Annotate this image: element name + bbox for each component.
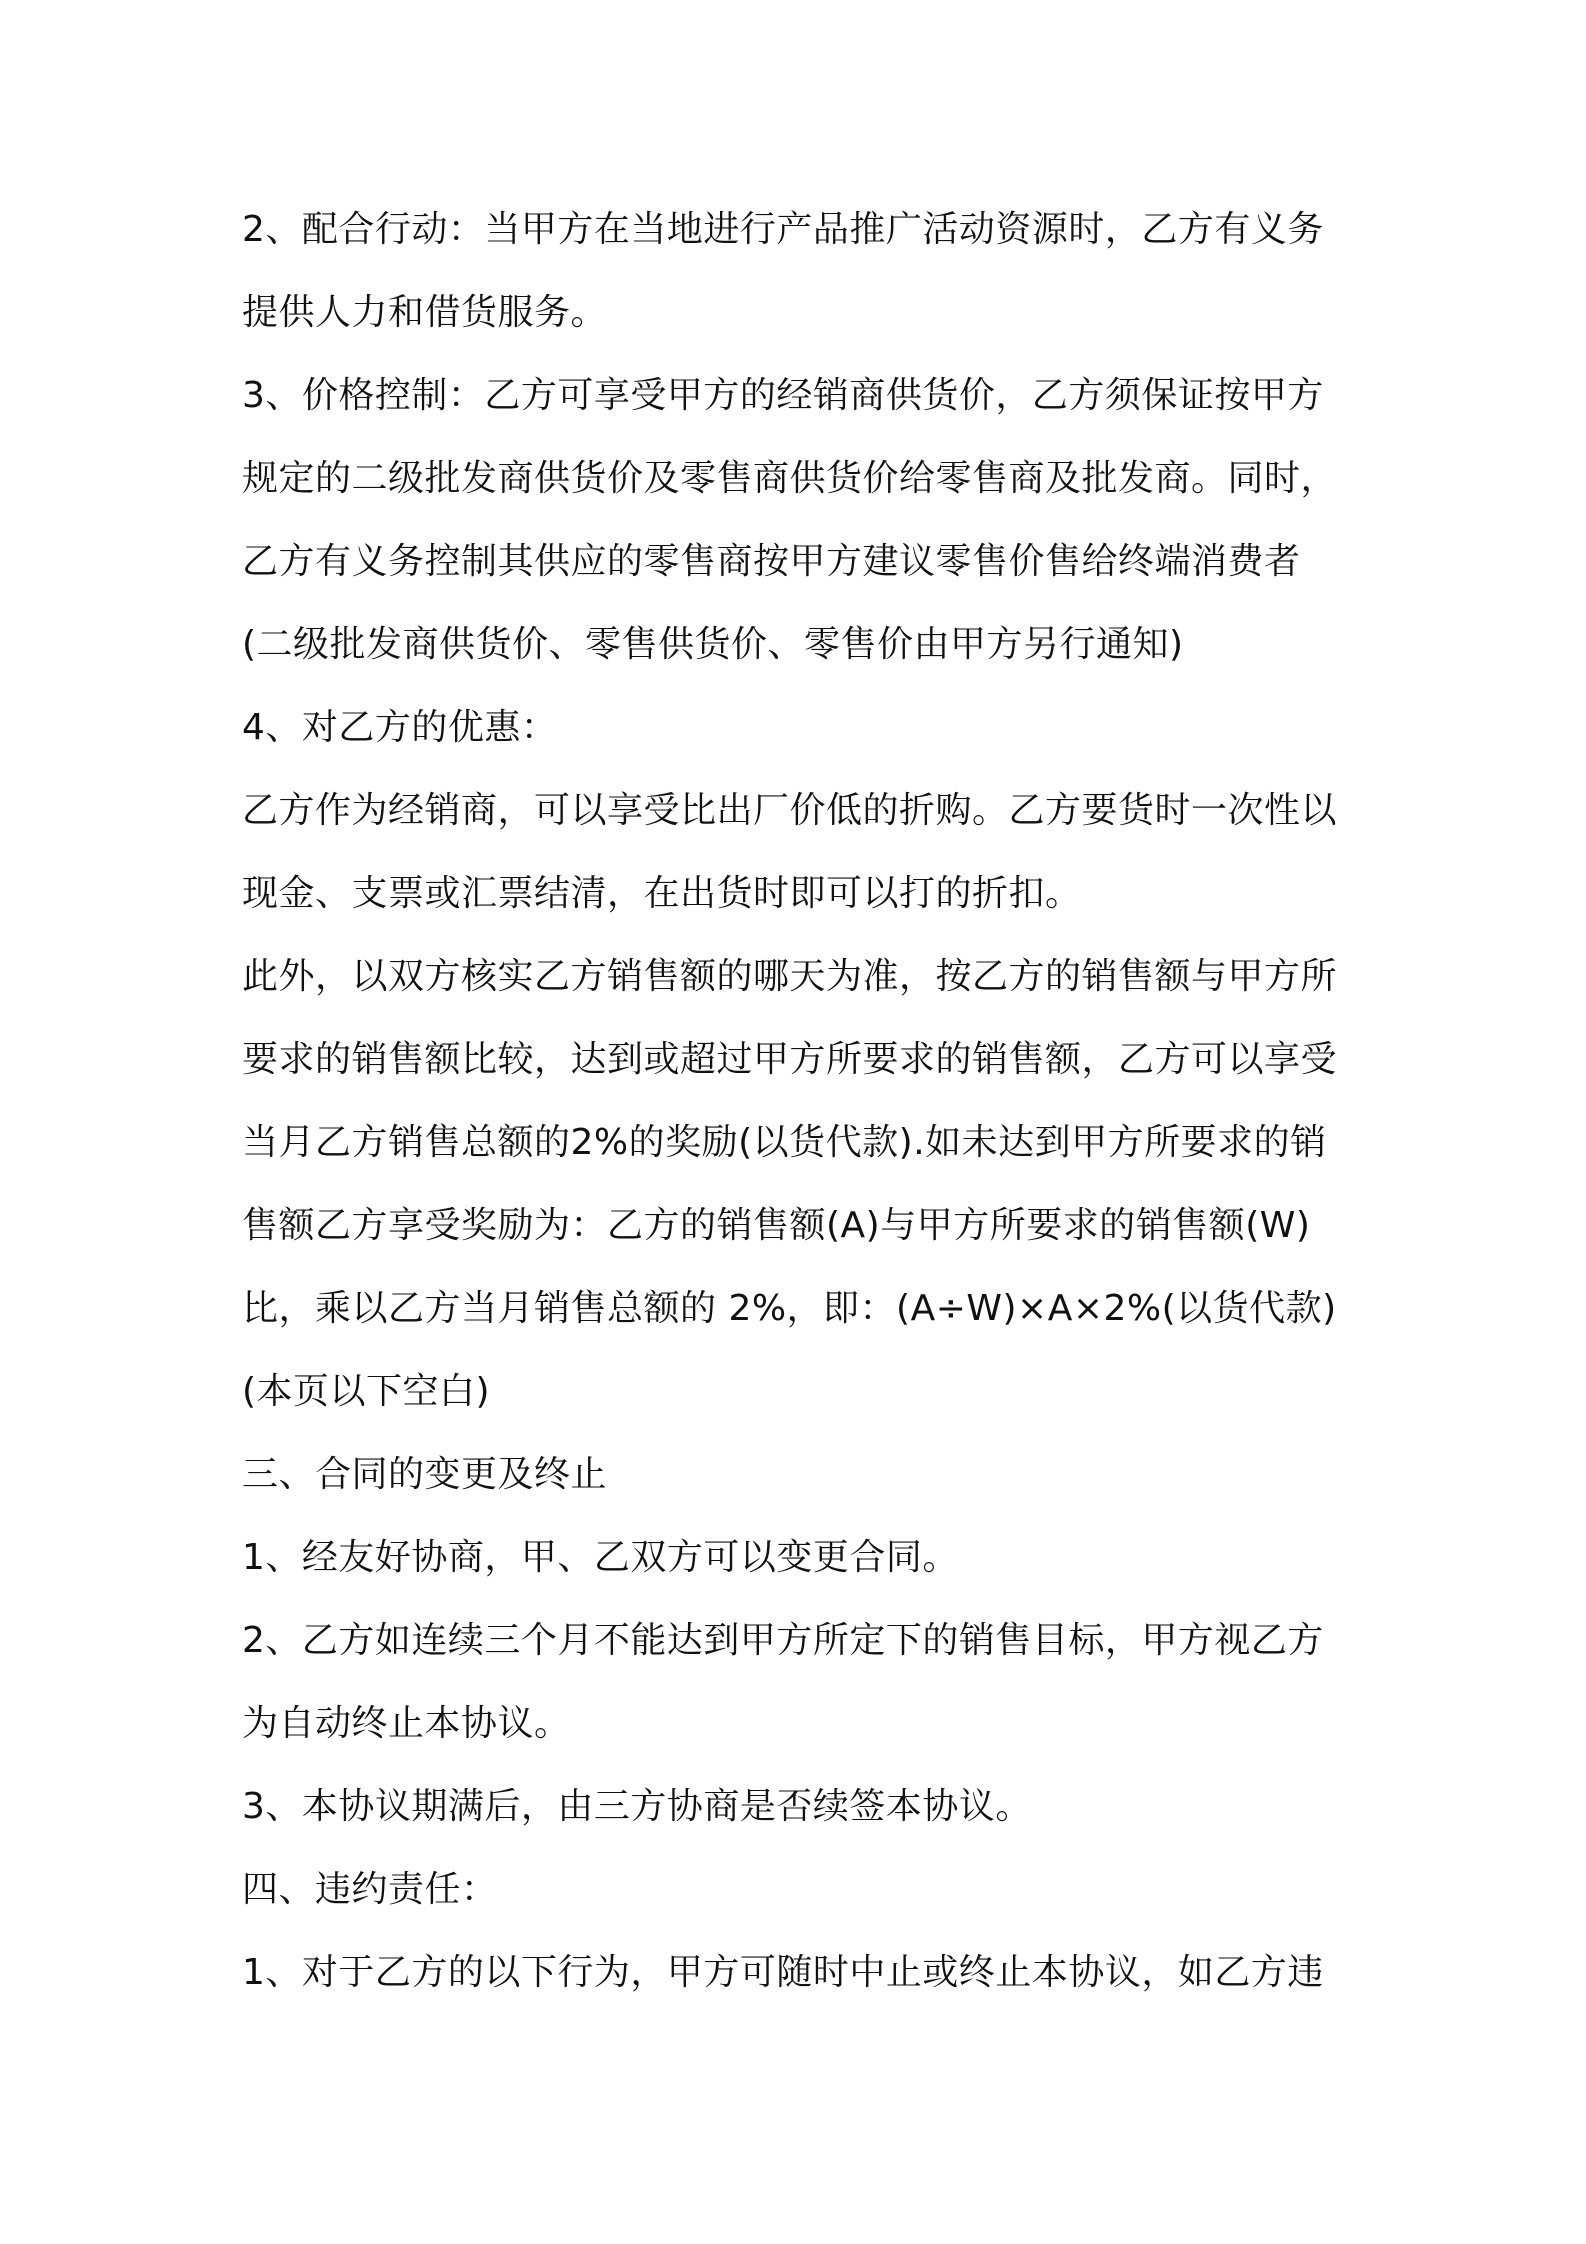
- text-line: 1、经友好协商，甲、乙双方可以变更合同。: [242, 1537, 959, 1578]
- section-heading: 四、违约责任：: [242, 1869, 498, 1910]
- text-line: (二级批发商供货价、零售供货价、零售价由甲方另行通知): [242, 624, 1184, 665]
- text-line: 2、乙方如连续三个月不能达到甲方所定下的销售目标，甲方视乙方: [242, 1620, 1324, 1661]
- text-line: 当月乙方销售总额的2%的奖励(以货代款).如未达到甲方所要求的销: [242, 1122, 1327, 1163]
- text-line: 要求的销售额比较，达到或超过甲方所要求的销售额，乙方可以享受: [242, 1039, 1338, 1080]
- text-line: 此外，以双方核实乙方销售额的哪天为准，按乙方的销售额与甲方所: [242, 956, 1338, 997]
- text-line: 现金、支票或汇票结清，在出货时即可以打的折扣。: [242, 873, 1082, 914]
- text-line: 比，乘以乙方当月销售总额的 2%，即：(A÷W)×A×2%(以货代款): [242, 1288, 1337, 1329]
- text-line: 乙方有义务控制其供应的零售商按甲方建议零售价售给终端消费者: [242, 541, 1301, 582]
- text-line: 提供人力和借货服务。: [242, 292, 608, 333]
- text-line: 3、价格控制：乙方可享受甲方的经销商供货价，乙方须保证按甲方: [242, 375, 1324, 416]
- text-line: (本页以下空白): [242, 1371, 491, 1412]
- section-heading: 三、合同的变更及终止: [242, 1454, 608, 1495]
- text-line: 3、本协议期满后，由三方协商是否续签本协议。: [242, 1786, 1032, 1827]
- text-line: 售额乙方享受奖励为：乙方的销售额(A)与甲方所要求的销售额(W): [242, 1205, 1311, 1246]
- section-heading: 4、对乙方的优惠：: [242, 707, 558, 748]
- text-line: 为自动终止本协议。: [242, 1703, 571, 1744]
- text-line: 2、配合行动：当甲方在当地进行产品推广活动资源时，乙方有义务: [242, 209, 1324, 250]
- text-line: 1、对于乙方的以下行为，甲方可随时中止或终止本协议，如乙方违: [242, 1952, 1324, 1993]
- text-line: 乙方作为经销商，可以享受比出厂价低的折购。乙方要货时一次性以: [242, 790, 1338, 831]
- text-line: 规定的二级批发商供货价及零售商供货价给零售商及批发商。同时，: [242, 458, 1338, 499]
